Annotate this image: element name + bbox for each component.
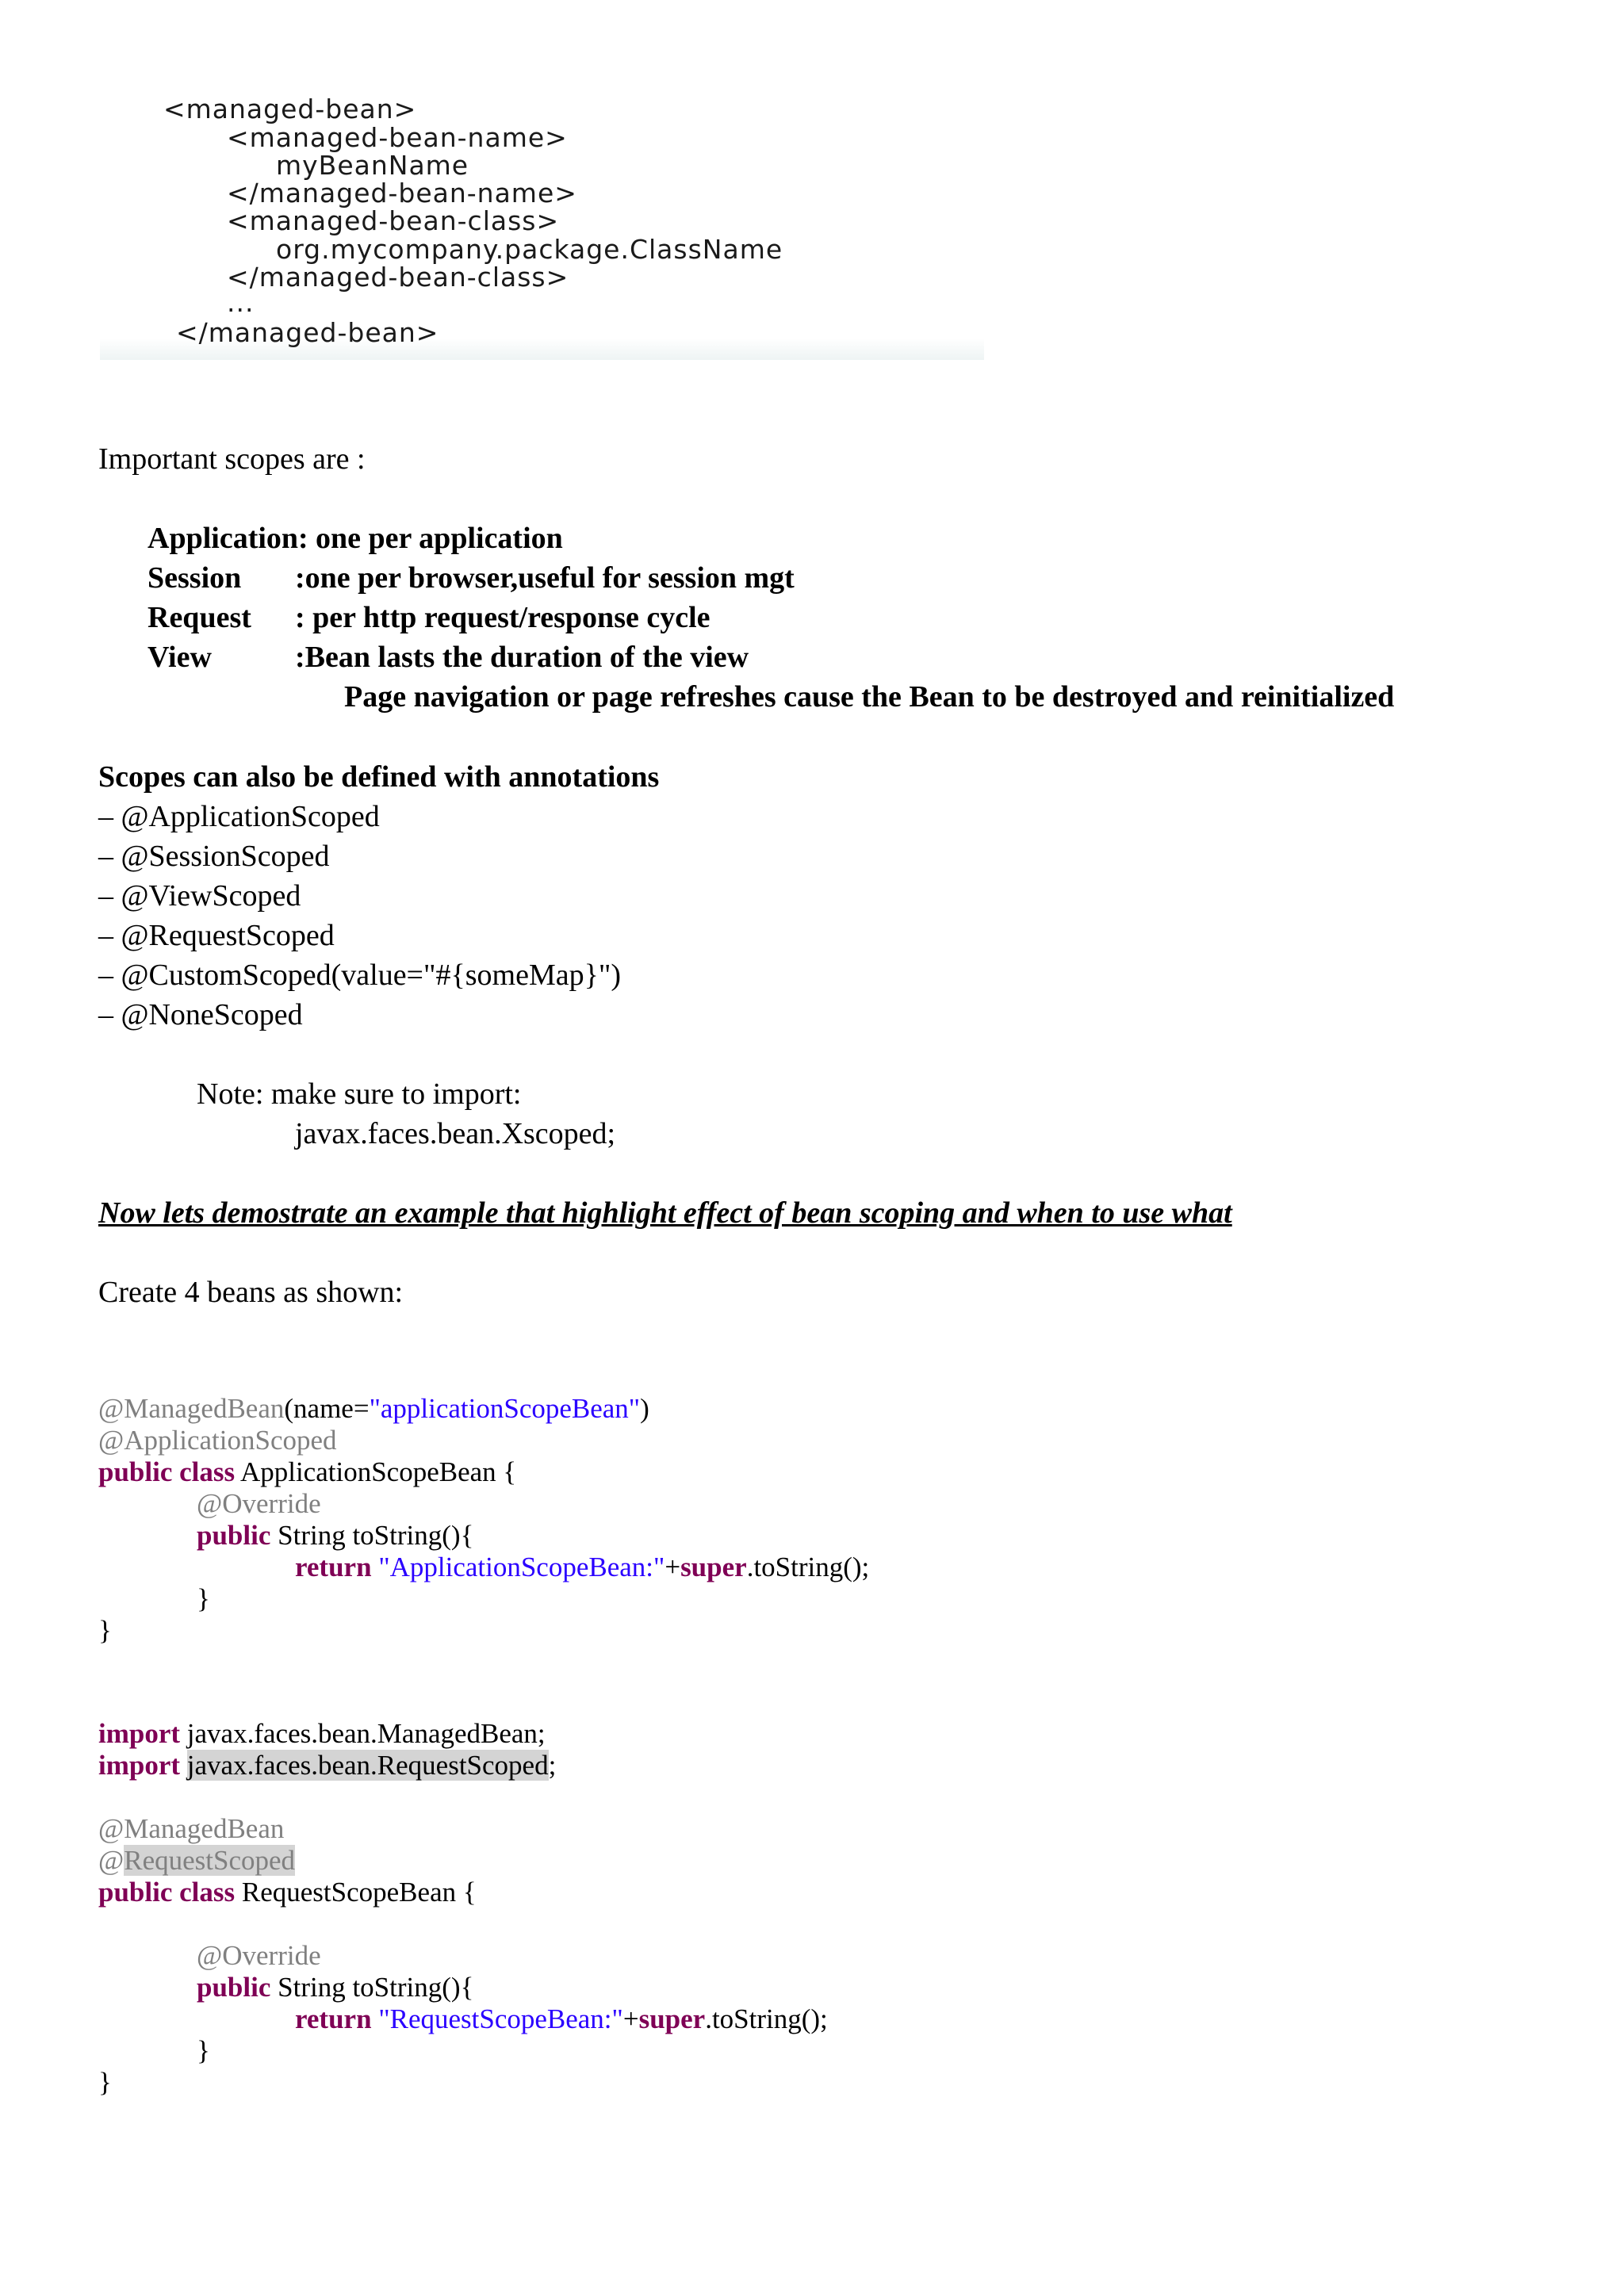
code-text: .toString(); [705,2003,828,2034]
scope-desc: : per http request/response cycle [295,601,710,634]
xml-line: <managed-bean> [163,94,417,124]
code-text: javax.faces.bean.ManagedBean; [180,1718,546,1749]
note-import: javax.faces.bean.Xscoped; [295,1117,616,1150]
create-beans-text: Create 4 beans as shown: [98,1276,404,1309]
code-highlight: javax.faces.bean.RequestScoped [186,1750,549,1781]
code-highlight: RequestScoped [124,1845,296,1876]
note-label: Note: make sure to import: [197,1077,522,1111]
code-annotation: @Override [197,1488,321,1519]
code-keyword: public [197,1520,271,1551]
code-text: RequestScopeBean { [235,1877,477,1908]
annotation-item: – @ApplicationScoped [98,800,380,833]
annotation-item: – @RequestScoped [98,919,335,952]
code-text: ) [640,1393,649,1424]
scope-desc: one per application [316,522,563,555]
annotation-item: – @CustomScoped(value="#{someMap}") [98,959,622,992]
code-text: (name= [284,1393,370,1424]
xml-line: </managed-bean-class> [227,262,569,293]
xml-line: </managed-bean> [176,317,439,348]
code-annotation: @ManagedBean [98,1813,285,1844]
code-line [98,1393,649,1425]
code-keyword: public [197,1972,271,2003]
code-line [295,1552,869,1583]
annotation-item: – @ViewScoped [98,879,301,913]
code-string: "applicationScopeBean" [369,1393,641,1424]
code-line [98,1845,295,1877]
code-line [197,1520,473,1552]
xml-line: </managed-bean-name> [227,178,577,209]
code-brace: } [98,2067,112,2098]
code-keyword: public class [98,1456,236,1487]
code-text: String toString(){ [270,1972,474,2003]
xml-line: ... [227,287,255,318]
view-scope-note: Page navigation or page refreshes cause the Bean to be destroyed and reinitialized [344,680,1395,714]
code-brace: } [98,1615,112,1646]
xml-line: org.mycompany.package.ClassName [276,234,783,265]
annotation-item: – @NoneScoped [98,998,303,1031]
code-keyword: public class [98,1877,236,1908]
code-line [197,1972,473,2003]
code-annotation: @ManagedBean [98,1393,285,1424]
scope-desc: :Bean lasts the duration of the view [295,641,749,674]
code-line [98,1718,546,1750]
annotations-heading: Scopes can also be defined with annotations [98,760,660,794]
code-text: ApplicationScopeBean { [235,1456,517,1487]
code-line [295,2003,828,2035]
code-line [98,1750,556,1781]
annotation-item: – @SessionScoped [98,840,330,873]
scope-name: Request [147,601,251,634]
code-keyword: import [98,1750,181,1781]
scope-name: View [147,641,212,674]
code-keyword: return [295,1552,372,1582]
code-line [98,1877,477,1908]
code-text: + [622,2003,639,2034]
code-keyword: import [98,1718,181,1749]
scope-name: Application: [147,522,308,555]
code-annotation: @Override [197,1940,321,1971]
code-string: "RequestScopeBean:" [371,2003,623,2034]
intro-text: Important scopes are : [98,442,366,476]
code-brace: } [197,2035,210,2066]
code-string: "ApplicationScopeBean:" [371,1552,665,1582]
code-keyword: super [638,2003,706,2034]
code-keyword: return [295,2003,372,2034]
xml-line: <managed-bean-class> [227,205,560,236]
code-text: String toString(){ [270,1520,474,1551]
code-annotation-at: @ [98,1845,124,1876]
xml-line: <managed-bean-name> [227,122,568,153]
code-line [98,1456,516,1488]
code-text: .toString(); [746,1552,870,1582]
code-keyword: super [680,1552,747,1582]
xml-line: myBeanName [276,150,469,181]
code-text: + [665,1552,681,1582]
scope-desc: :one per browser,useful for session mgt [295,561,795,595]
example-heading: Now lets demostrate an example that highlight effect of bean scoping and when to use what [98,1196,1232,1230]
code-annotation: @ApplicationScoped [98,1425,337,1456]
code-text: ; [548,1750,557,1781]
scope-name: Session [147,561,242,595]
code-brace: } [197,1583,210,1614]
